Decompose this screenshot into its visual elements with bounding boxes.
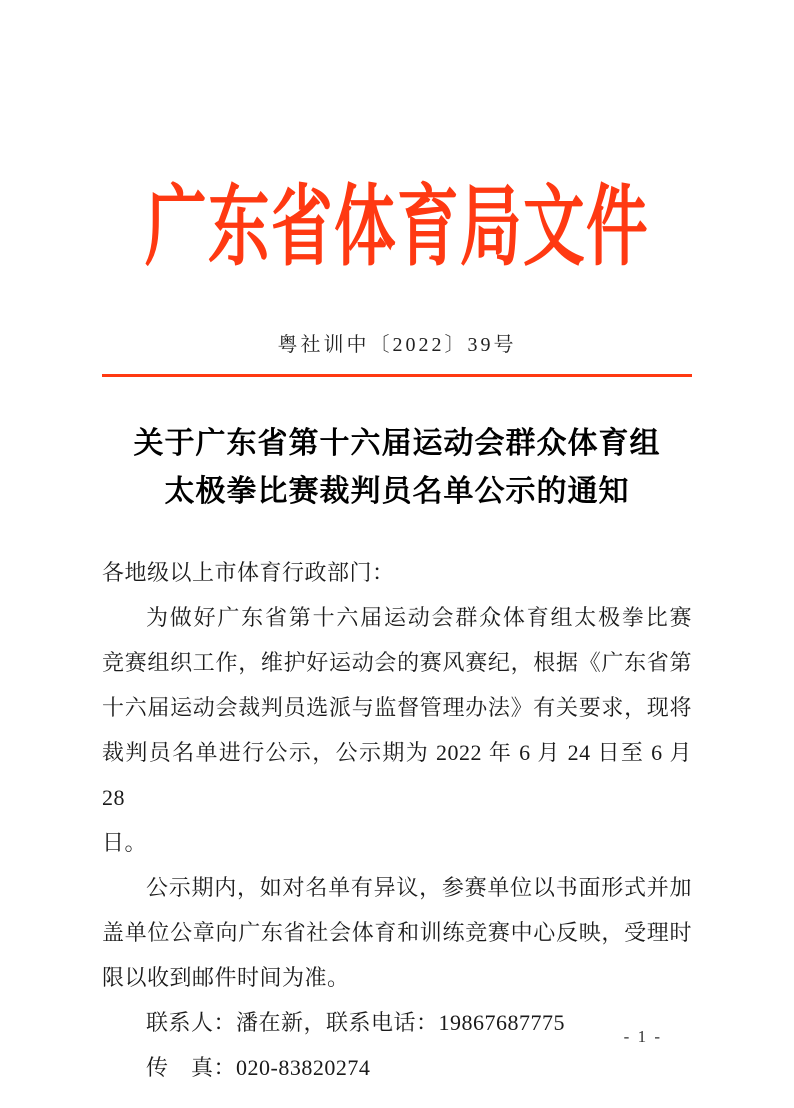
- notice-title-line1: 关于广东省第十六届运动会群众体育组: [133, 427, 661, 460]
- notice-title-line2: 太极拳比赛裁判员名单公示的通知: [164, 475, 630, 508]
- fax-line: 传 真：020-83820274: [146, 1055, 371, 1080]
- salutation-line: 各地级以上市体育行政部门：: [102, 560, 395, 585]
- body-line: 为做好广东省第十六届运动会群众体育组太极拳比赛: [146, 605, 692, 630]
- page-number: - 1 -: [623, 1027, 662, 1046]
- body-line: 公示期内，如对名单有异议，参赛单位以书面形式并加: [146, 875, 692, 900]
- body-line: 日。: [102, 830, 148, 855]
- red-divider-line: [102, 374, 692, 377]
- body-line: 盖单位公章向广东省社会体育和训练竞赛中心反映，受理时: [102, 920, 692, 945]
- body-line: 裁判员名单进行公示，公示期为 2022 年 6 月 24 日至 6 月 28: [102, 740, 692, 810]
- contact-line: 联系人：潘在新，联系电话：19867687775: [146, 1010, 566, 1035]
- doc-number: 粤社训中〔2022〕39号: [277, 334, 517, 356]
- body-line: 十六届运动会裁判员选派与监督管理办法》有关要求，现将: [102, 695, 692, 720]
- notice-title: [0, 420, 794, 516]
- agency-banner: 广东省体育局文件: [144, 180, 649, 277]
- body-line: 竞赛组织工作，维护好运动会的赛风赛纪，根据《广东省第: [102, 650, 692, 675]
- body-line: 限以收到邮件时间为准。: [102, 965, 350, 990]
- notice-body: [102, 550, 692, 1090]
